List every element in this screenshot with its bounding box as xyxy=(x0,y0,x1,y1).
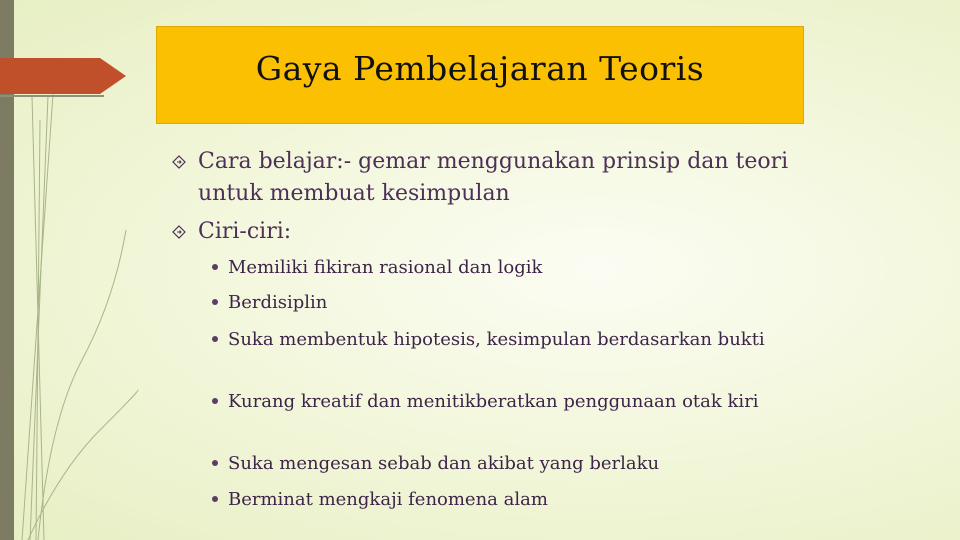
bullet-dot-icon xyxy=(212,264,218,270)
slide-title: Gaya Pembelajaran Teoris xyxy=(255,49,705,88)
bullet-dot-icon xyxy=(212,460,218,466)
bullet-ciri-ciri xyxy=(172,216,792,248)
sub-bullet-4 xyxy=(212,390,772,414)
sub-bullet-text: Berdisiplin xyxy=(228,292,328,313)
bullet-dot-icon xyxy=(212,336,218,342)
sub-bullet-text: Kurang kreatif dan menitikberatkan penggunaan otak kiri xyxy=(228,391,759,412)
diamond-arrow-icon xyxy=(172,225,186,239)
bullet-text: Ciri-ciri: xyxy=(198,219,292,244)
decorative-stroke-lines xyxy=(22,80,138,540)
sub-bullet-2 xyxy=(212,291,782,315)
sub-bullet-text: Suka mengesan sebab dan akibat yang berlaku xyxy=(228,453,660,474)
diamond-arrow-icon xyxy=(172,155,186,169)
decorative-lines xyxy=(0,0,140,540)
sub-bullet-text: Memiliki fikiran rasional dan logik xyxy=(228,257,543,278)
bullet-dot-icon xyxy=(212,299,218,305)
bullet-cara-belajar xyxy=(172,146,792,210)
sub-bullet-1 xyxy=(212,256,782,280)
sub-bullet-3 xyxy=(212,328,772,352)
bullet-dot-icon xyxy=(212,496,218,502)
sub-bullet-text: Berminat mengkaji fenomena alam xyxy=(228,489,548,510)
sub-bullet-6 xyxy=(212,488,782,512)
sub-bullet-text: Suka membentuk hipotesis, kesimpulan berdasarkan bukti xyxy=(228,329,765,350)
title-banner xyxy=(156,26,804,124)
sub-bullet-5 xyxy=(212,452,782,476)
bullet-dot-icon xyxy=(212,398,218,404)
orange-arrow-shape xyxy=(0,58,126,94)
bullet-text: Cara belajar:- gemar menggunakan prinsip dan teori untuk membuat kesimpulan xyxy=(198,149,789,206)
